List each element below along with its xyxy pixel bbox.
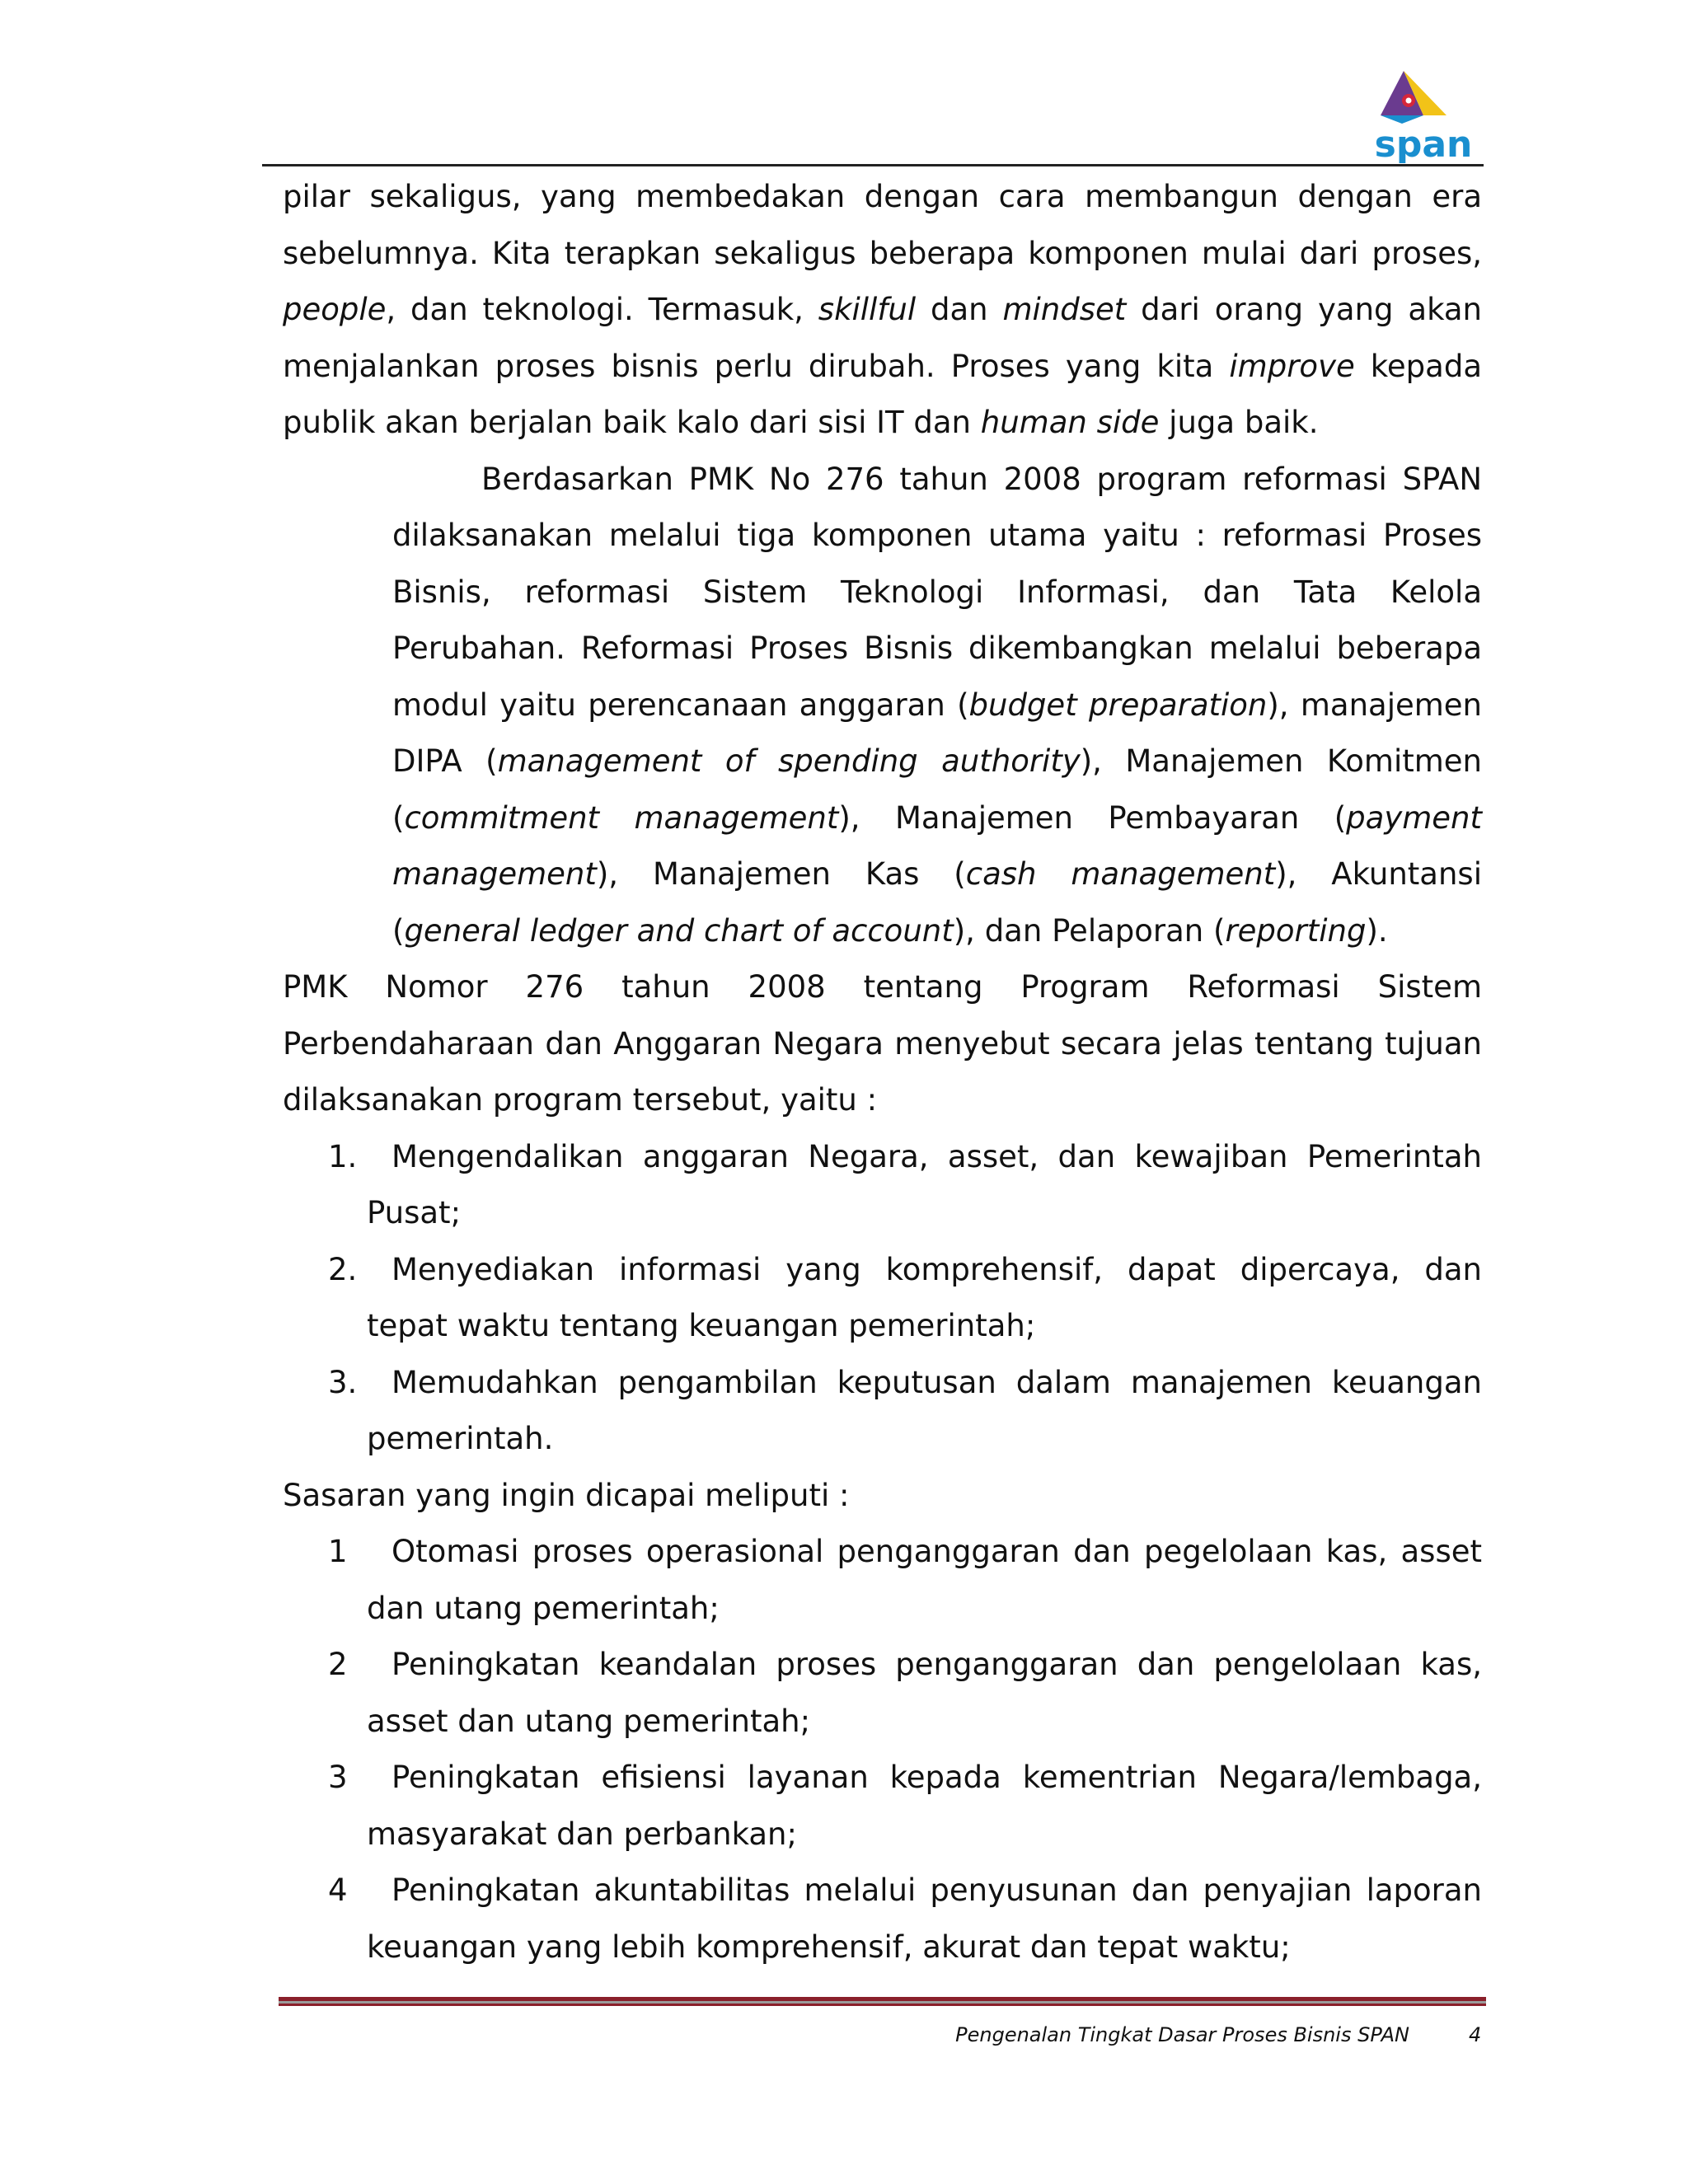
list-item: 3 Peningkatan efisiensi layanan kepada kementrian Negara/lembaga, masyarakat dan perbankan; <box>328 1760 1482 1852</box>
footer-rule-lower <box>279 2004 1486 2006</box>
list-item: 2 Peningkatan keandalan proses penganggaran dan pengelolaan kas, asset dan utang pemerintah; <box>328 1647 1482 1739</box>
targets-list <box>283 1524 1482 1975</box>
header-rule <box>262 164 1484 166</box>
paragraph-intro: pilar sekaligus, yang membedakan dengan cara membangun dengan era sebelumnya. Kita terapkan sekaligus beberapa komponen mulai dari proses, people, dan teknologi. Termasuk, skillful dan mindset dari orang yang akan menjalankan proses bisnis perlu dirubah. Proses yang kita improve kepada publik akan berjalan baik kalo dari sisi IT dan human side juga baik. <box>283 179 1482 440</box>
paragraph-targets: Sasaran yang ingin dicapai meliputi : <box>283 1477 850 1513</box>
list-item: 1. Mengendalikan anggaran Negara, asset, dan kewajiban Pemerintah Pusat; <box>328 1138 1482 1230</box>
footer-title: Pengenalan Tingkat Dasar Proses Bisnis SPAN <box>955 2023 1409 2046</box>
paragraph-pmk-components: Berdasarkan PMK No 276 tahun 2008 program reformasi SPAN dilaksanakan melalui tiga komponen utama yaitu : reformasi Proses Bisnis, reformasi Sistem Teknologi Informasi, dan Tata Kelola Perubahan. Reformasi Proses Bisnis dikembangkan melalui beberapa modul yaitu perencanaan anggaran (budget preparation), manajemen DIPA (management of spending authority), Manajemen Komitmen (commitment management), Manajemen Pembayaran (payment management), Manajemen Kas (cash management), Akuntansi (general ledger and chart of account), dan Pelaporan (reporting). <box>392 461 1483 949</box>
list-item: 1 Otomasi proses operasional penganggaran dan pegelolaan kas, asset dan utang pemerintah; <box>328 1534 1482 1626</box>
list-item: 4 Peningkatan akuntabilitas melalui penyusunan dan penyajian laporan keuangan yang lebih komprehensif, akurat dan tepat waktu; <box>328 1872 1482 1965</box>
page-number: 4 <box>1469 2023 1482 2046</box>
document-body <box>283 169 1482 1975</box>
list-item: 3. Memudahkan pengambilan keputusan dalam manajemen keuangan pemerintah. <box>328 1364 1482 1456</box>
span-logo <box>1372 64 1475 163</box>
paragraph-pmk-goals: PMK Nomor 276 tahun 2008 tentang Program Reformasi Sistem Perbendaharaan dan Anggaran Negara menyebut secara jelas tentang tujuan dilaksanakan program tersebut, yaitu : <box>283 969 1482 1118</box>
goals-list <box>283 1129 1482 1468</box>
logo-triangle-blue <box>1381 115 1423 124</box>
logo-text: span <box>1374 124 1473 163</box>
list-item: 2. Menyediakan informasi yang komprehensif, dapat dipercaya, dan tepat waktu tentang keuangan pemerintah; <box>328 1251 1482 1343</box>
